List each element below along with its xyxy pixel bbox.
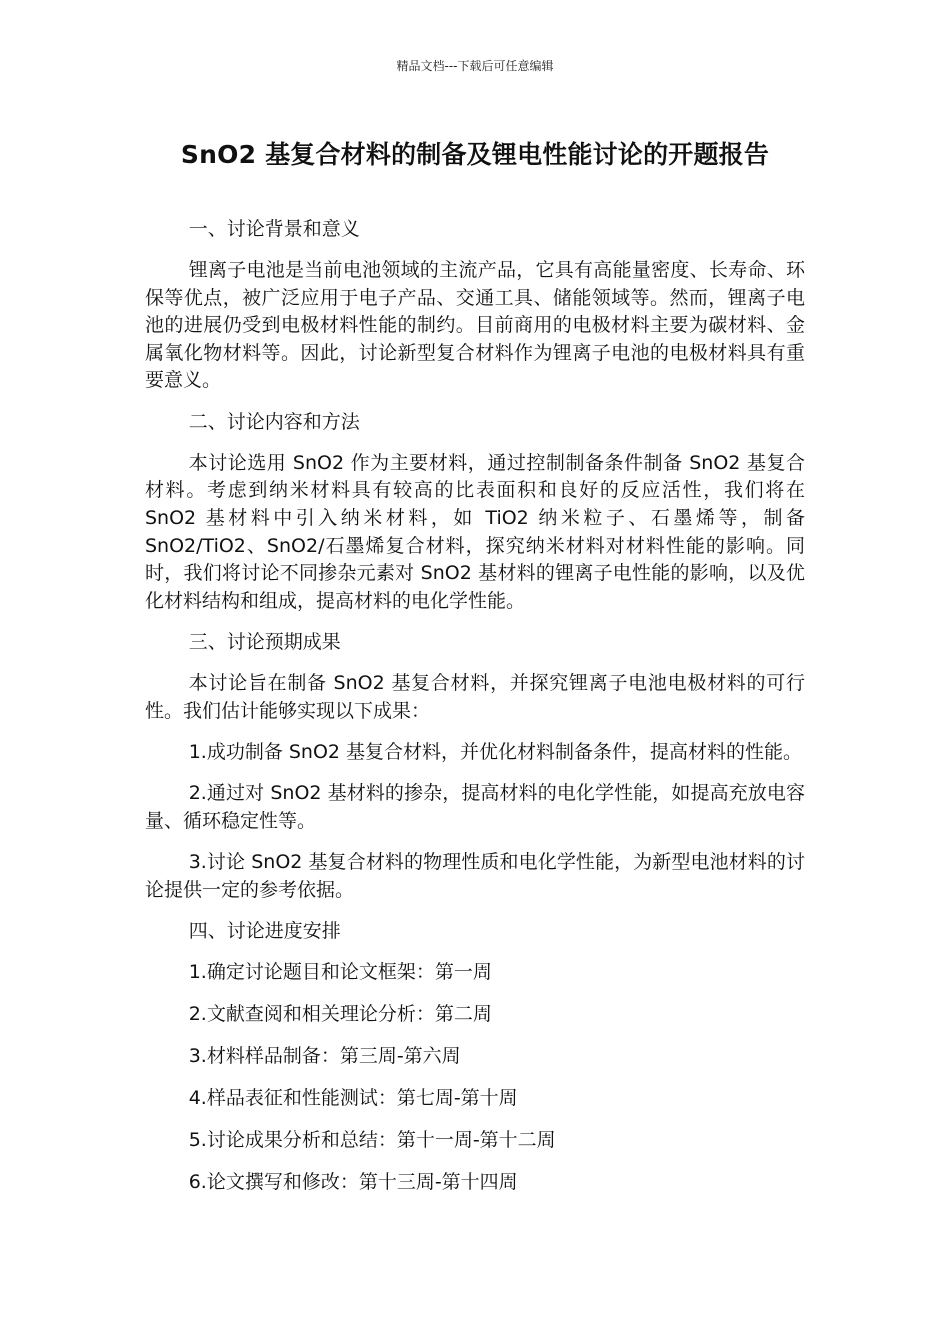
schedule-item: 3.材料样品制备：第三周-第六周: [188, 1044, 461, 1067]
expected-result-item: 1.成功制备 SnO2 基复合材料，并优化材料制备条件，提高材料的性能。: [188, 741, 803, 764]
document-title: SnO2 基复合材料的制备及锂电性能讨论的开题报告: [180, 140, 770, 169]
schedule-item: 6.论文撰写和修改：第十三周-第十四周: [188, 1170, 518, 1193]
header-note: 精品文档---下载后可任意编辑: [396, 59, 554, 73]
schedule-item: 1.确定讨论题目和论文框架：第一周: [188, 961, 492, 984]
body-paragraph: 本讨论旨在制备 SnO2 基复合材料，并探究锂离子电池电极材料的可行性。我们估计能够实现以下成果：: [145, 672, 805, 722]
schedule-item: 5.讨论成果分析和总结：第十一周-第十二周: [188, 1128, 556, 1151]
section-heading: 二、讨论内容和方法: [188, 410, 360, 433]
document-body: [145, 216, 805, 1211]
section-heading: 四、讨论进度安排: [188, 920, 341, 943]
section-heading: 一、讨论背景和意义: [188, 218, 360, 240]
expected-result-item: 3.讨论 SnO2 基复合材料的物理性质和电化学性能，为新型电池材料的讨论提供一定的参考依据。: [145, 851, 805, 901]
section-heading: 三、讨论预期成果: [188, 631, 341, 654]
schedule-item: 4.样品表征和性能测试：第七周-第十周: [188, 1086, 518, 1109]
expected-result-item: 2.通过对 SnO2 基材料的掺杂，提高材料的电化学性能，如提高充放电容量、循环稳定性等。: [145, 782, 805, 832]
body-paragraph: 本讨论选用 SnO2 作为主要材料，通过控制制备条件制备 SnO2 基复合材料。考虑到纳米材料具有较高的比表面积和良好的反应活性，我们将在 SnO2 基材料中引入纳米材料，如 TiO2 纳米粒子、石墨烯等，制备 SnO2/TiO2、SnO2/石墨烯复合材料，探究纳米材料对材料性能的影响。同时，我们将讨论不同掺杂元素对 SnO2 基材料的锂离子电性能的影响，以及优化材料结构和组成，提高材料的电化学性能。: [145, 451, 805, 612]
schedule-item: 2.文献查阅和相关理论分析：第二周: [188, 1003, 492, 1026]
body-paragraph: 锂离子电池是当前电池领域的主流产品，它具有高能量密度、长寿命、环保等优点，被广泛应用于电子产品、交通工具、储能领域等。然而，锂离子电池的进展仍受到电极材料性能的制约。目前商用的电极材料主要为碳材料、金属氧化物材料等。因此，讨论新型复合材料作为锂离子电池的电极材料具有重要意义。: [145, 259, 805, 392]
